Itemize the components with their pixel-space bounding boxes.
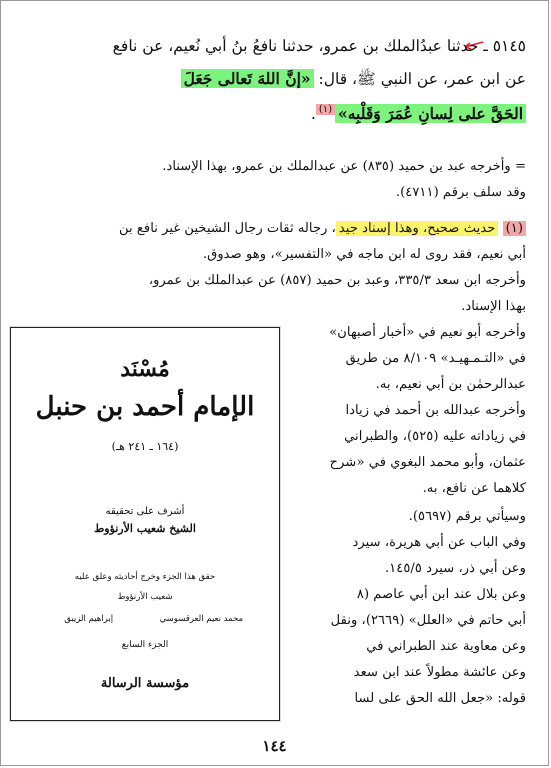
footnote-number: (١)	[503, 221, 526, 236]
hadith-line-1: ٥١٤٥ ـ حدثنا عبدُالملك بن عمرو، حدثنا نافعُ بنُ أبي نُعيم، عن نافع	[112, 37, 526, 55]
footnote-first-line	[119, 221, 526, 236]
period: .	[310, 105, 316, 123]
footnote-line: وعن أبي ذر، سيرد ١٤٥/٥.	[384, 561, 526, 576]
hadith-line-3	[311, 104, 526, 123]
footnote-line: وعن عائشة مطولاً عند ابن سعد	[353, 665, 526, 680]
book-publisher: مؤسسة الرسالة	[100, 676, 190, 691]
hadith-quote-part-1: «إنَّ اللهَ تَعالى جَعَلَ	[181, 69, 314, 88]
book-editor-main: شعيب الأرنؤوط	[117, 592, 173, 602]
footnote-line: وأخرجه أبو نعيم في «أخبار أصبهان»	[329, 325, 526, 340]
footnote-line: عثمان، وأبو محمد البغوي في «شرح	[329, 455, 526, 470]
footnote-line: عبدالرحمٰن بن أبي نعيم، به.	[375, 377, 526, 392]
footnote-line: أبي نعيم، فقد روى له ابن ماجه في «التفسير»، وهو صدوق.	[202, 247, 526, 262]
footnote-line: في زياداته عليه (٥٢٥)، والطبراني	[344, 429, 526, 444]
footnote-line: وأخرجه ابن سعد ٣٣٥/٣، وعبد بن حميد (٨٥٧) عن عبدالملك بن عمرو،	[148, 273, 526, 288]
hadith-line-2	[181, 69, 526, 92]
hadith-chain-text: عن ابن عمر، عن النبي ﷺ، قال:	[313, 70, 526, 88]
footnote-line: في «التـمـهيـد» ٨/١٠٩ من طريق	[345, 351, 526, 366]
hadith-quote-part-2: الحَقَّ على لِسانِ عُمَرَ وَقَلْبِه»	[335, 104, 526, 123]
footnote-line: وعن بلال عند ابن أبي عاصم (٨	[356, 587, 526, 602]
footnote-verdict-rest: ، رجاله ثقات رجال الشيخين غير نافع بن	[118, 221, 336, 236]
book-volume: الجزء السابع	[121, 640, 169, 650]
book-editors-label: حقق هذا الجزء وخرج أحاديثه وعلق عليه	[74, 572, 216, 582]
note-line: = وأخرجه عبد بن حميد (٨٣٥) عن عبدالملك بن عمرو، بهذا الإسناد.	[162, 159, 526, 174]
book-editors-row	[11, 614, 279, 624]
note-line: وقد سلف برقم (٤٧١١).	[395, 185, 526, 200]
footnote-reference: (١)	[316, 104, 335, 115]
book-dates: (١٦٤ ـ ٢٤١ هـ)	[111, 440, 179, 453]
footnote-verdict: حديث صحيح، وهذا إسناد جيد	[336, 221, 498, 236]
footnote-line: قوله: «جعل الله الحق على لسا	[354, 691, 526, 706]
page-number: ١٤٤	[262, 737, 287, 755]
footnote-line: بهذا الإسناد.	[461, 299, 526, 314]
book-supervision-label: أشرف على تحقيقه	[105, 506, 185, 517]
book-supervisor: الشيخ شعيب الأرنؤوط	[94, 522, 196, 535]
book-editor-left: إبراهيم الزيبق	[64, 614, 114, 624]
book-title-large: الإمام أحمد بن حنبل	[35, 392, 255, 422]
footnote-line: وعن معاوية عند الطبراني في	[366, 639, 526, 654]
footnote-line: أبي حاتم في «العلل» (٢٦٦٩)، ونقل	[330, 613, 526, 628]
book-title-small: مُسْنَد	[120, 356, 170, 382]
book-cover-image	[10, 327, 280, 721]
footnote-line: كلاهما عن نافع، به.	[422, 481, 526, 496]
footnote-line: وفي الباب عن أبي هريرة، سيرد	[352, 535, 526, 550]
footnote-line: وأخرجه عبدالله بن أحمد في زيادا	[345, 403, 526, 418]
footnote-line: وسيأتي برقم (٥٦٩٧).	[408, 509, 526, 524]
book-editor-right: محمد نعيم العرقسوسي	[159, 614, 244, 624]
